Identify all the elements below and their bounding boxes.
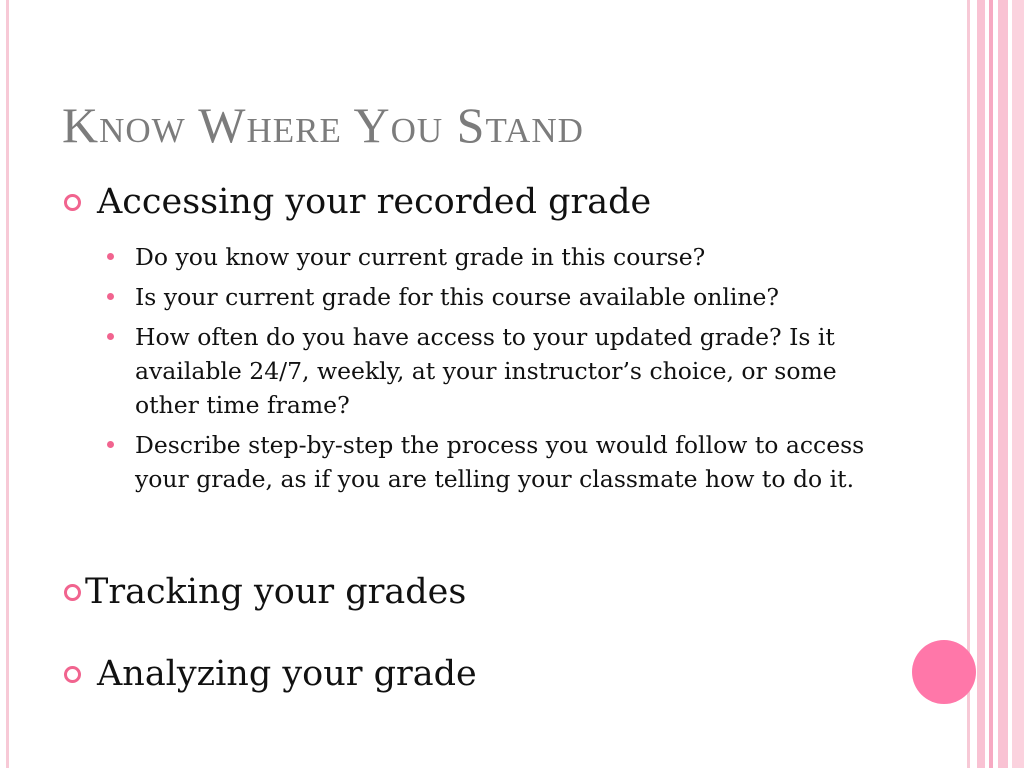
sub-bullet-list <box>106 240 866 502</box>
ring-bullet-icon <box>64 666 81 683</box>
dot-bullet-icon <box>107 253 114 260</box>
list-item-text: Do you know your current grade in this course? <box>135 243 706 271</box>
section-heading <box>64 182 651 222</box>
dot-bullet-icon <box>107 333 114 340</box>
section-heading-text: Accessing your recorded grade <box>97 182 652 222</box>
decorative-stripe <box>989 0 993 768</box>
dot-bullet-icon <box>107 441 114 448</box>
section-heading <box>64 572 466 612</box>
section-heading-text: Tracking your grades <box>85 572 467 612</box>
dot-bullet-icon <box>107 293 114 300</box>
decorative-stripe <box>1012 0 1024 768</box>
slide-title: Know Where You Stand <box>62 97 584 153</box>
section-heading <box>64 654 477 694</box>
list-item <box>106 428 866 496</box>
list-item <box>106 240 866 274</box>
list-item-text: How often do you have access to your updated grade? Is it available 24/7, weekly, at your instructor’s choice, or some other time frame? <box>135 323 837 419</box>
decorative-circle <box>912 640 976 704</box>
list-item-text: Is your current grade for this course available online? <box>135 283 780 311</box>
list-item <box>106 280 866 314</box>
decorative-stripe <box>998 0 1008 768</box>
section-heading-text: Analyzing your grade <box>97 654 477 694</box>
ring-bullet-icon <box>64 584 81 601</box>
list-item-text: Describe step-by-step the process you would follow to access your grade, as if you are telling your classmate how to do it. <box>135 431 865 493</box>
ring-bullet-icon <box>64 194 81 211</box>
list-item <box>106 320 866 422</box>
decorative-stripe <box>977 0 985 768</box>
